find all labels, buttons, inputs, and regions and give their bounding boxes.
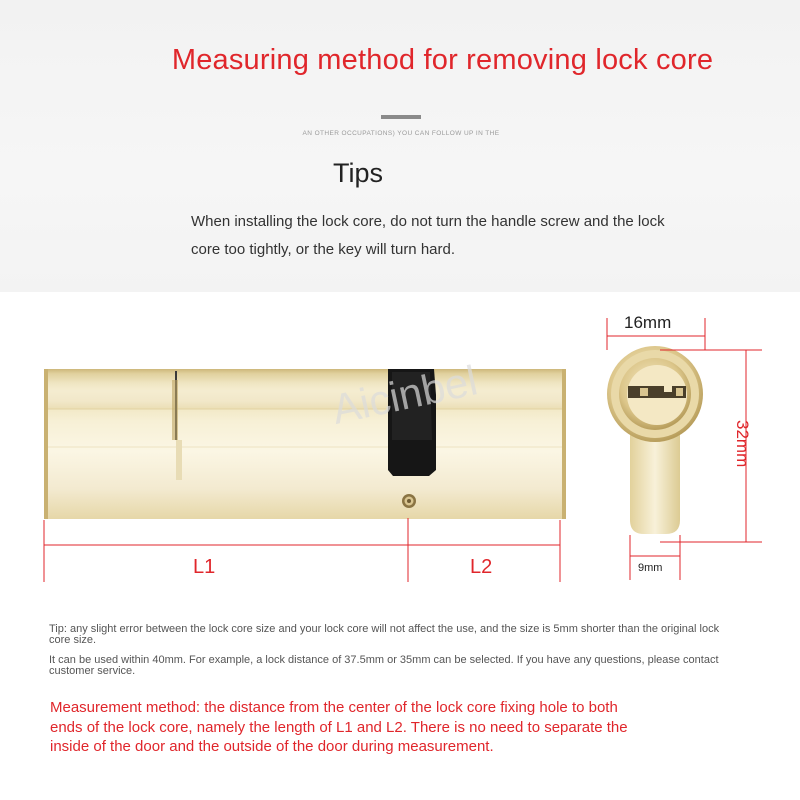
tip-note: Tip: any slight error between the lock core size and your lock core will not affect the use, and the size is 5mm shorter than the original lock core size. [49,623,720,646]
cylinder-body [44,369,566,519]
label-height: 32mm [733,420,752,468]
subtitle-line: AN OTHER OCCUPATIONS) YOU CAN FOLLOW UP IN THE [302,130,500,137]
page-title: Measuring method for removing lock core [171,44,714,76]
label-l2: L2 [470,556,493,578]
tips-heading: Tips [333,158,384,188]
label-cam: 9mm [638,562,663,574]
label-width: 16mm [624,313,672,332]
watermark: Aicinbel [327,356,482,433]
tips-text: When installing the lock core, do not turn the handle screw and the lock core too tightly, or the key will turn hard. [191,213,665,258]
range-note: It can be used within 40mm. For example, a lock distance of 37.5mm or 35mm can be selected. If you have any questions, please contact customer service. [49,654,719,677]
label-l1: L1 [193,556,216,578]
method-text: Measurement method: the distance from the center of the lock core fixing hole to both ends of the lock core, namely the length of L1 and L2. There is no need to separate the inside of the door and the outside of the door during measurement. [50,699,628,755]
fixing-hole [402,494,416,508]
profile-view [607,346,703,534]
